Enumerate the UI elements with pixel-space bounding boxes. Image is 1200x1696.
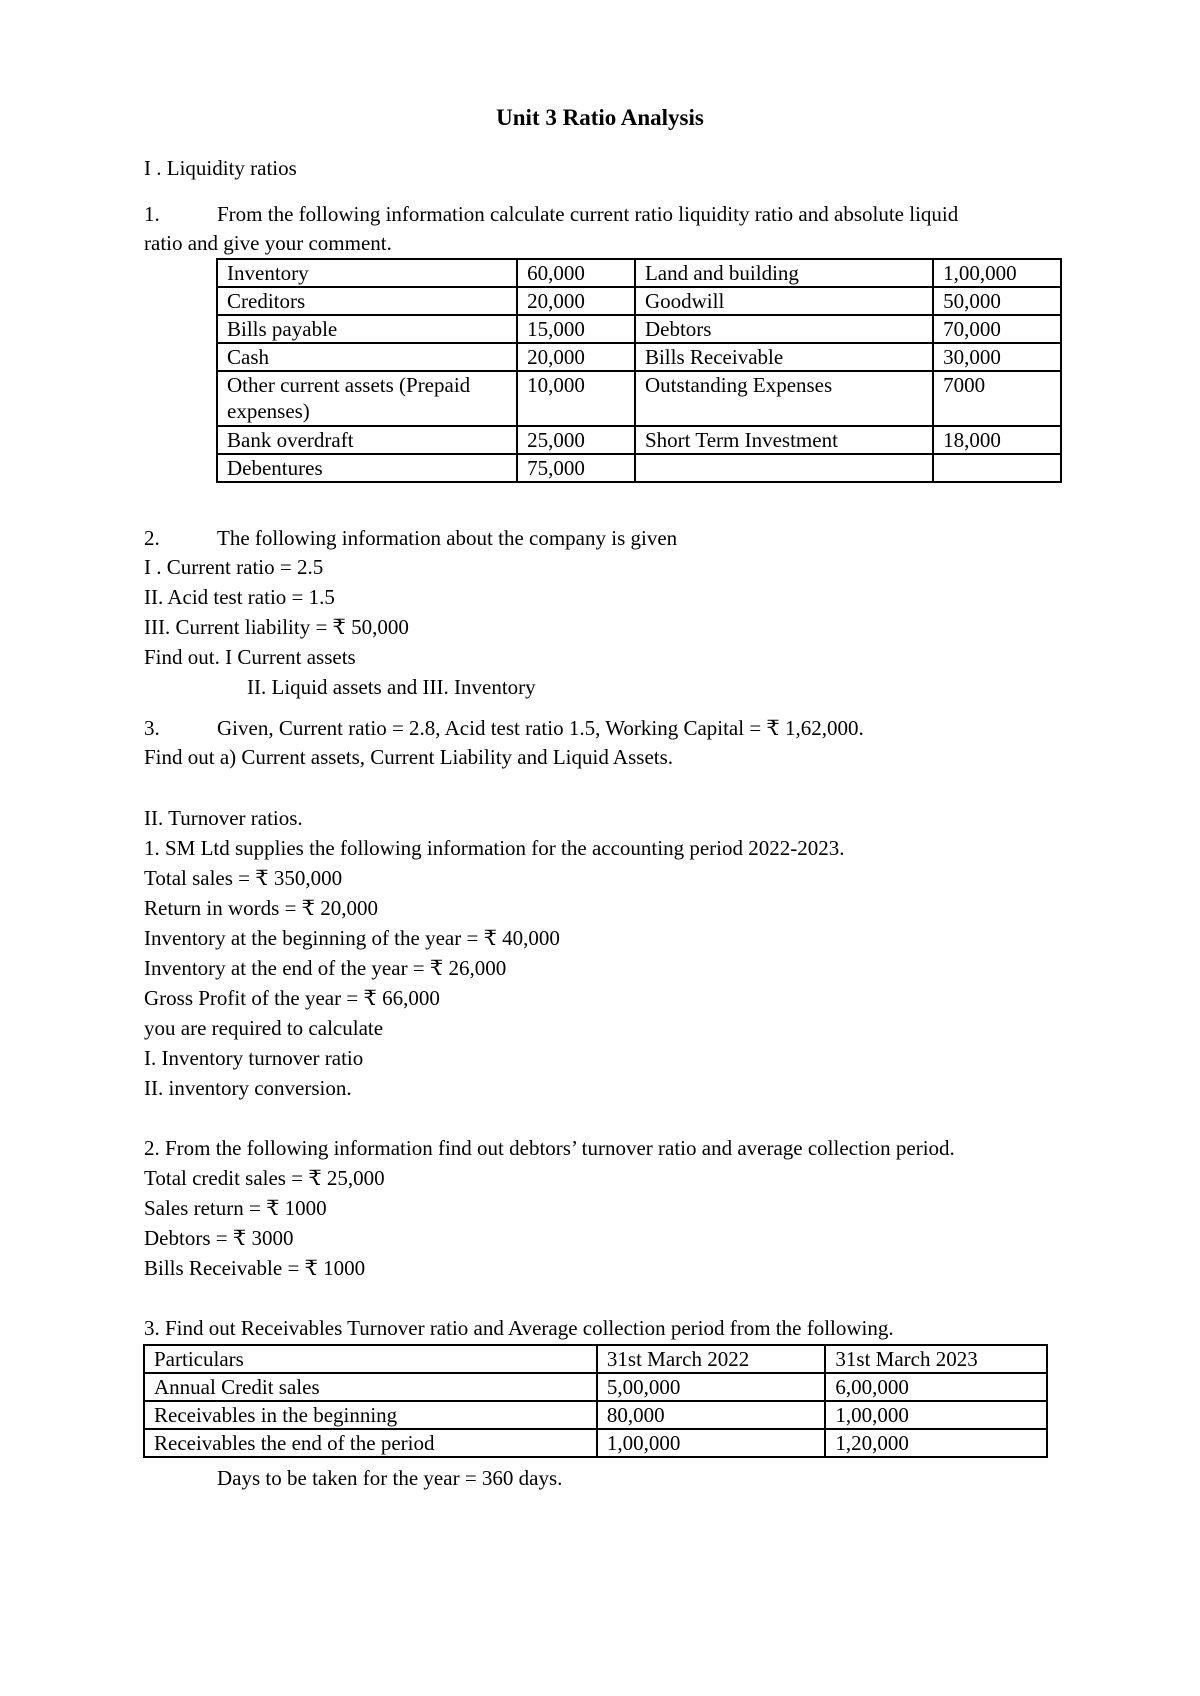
table-cell: 20,000 xyxy=(517,343,635,371)
table-cell: Goodwill xyxy=(635,287,933,315)
table-cell: 5,00,000 xyxy=(597,1373,826,1401)
turnover-q1-line-7: you are required to calculate xyxy=(144,1016,384,1040)
question-2-line-3: II. Acid test ratio = 1.5 xyxy=(144,585,335,609)
table-row xyxy=(217,371,1061,426)
table-cell: 60,000 xyxy=(517,259,635,287)
table-header-cell: Particulars xyxy=(144,1345,597,1373)
table-cell: 18,000 xyxy=(933,426,1061,454)
page-title: Unit 3 Ratio Analysis xyxy=(496,105,704,130)
table-cell: Cash xyxy=(217,343,517,371)
table-cell: 75,000 xyxy=(517,454,635,482)
turnover-q2-line-2: Total credit sales = ₹ 25,000 xyxy=(144,1166,385,1190)
table-row xyxy=(144,1373,1047,1401)
receivables-table xyxy=(143,1344,1048,1458)
question-1-line-1 xyxy=(144,201,958,227)
question-1-line-2: ratio and give your comment. xyxy=(144,231,392,255)
table-cell: Receivables the end of the period xyxy=(144,1429,597,1457)
table-row xyxy=(144,1345,1047,1373)
table-row xyxy=(217,343,1061,371)
table-cell: Inventory xyxy=(217,259,517,287)
table-cell: Annual Credit sales xyxy=(144,1373,597,1401)
question-number: 2. xyxy=(144,526,160,550)
table-row xyxy=(217,259,1061,287)
question-3-line-2: Find out a) Current assets, Current Liability and Liquid Assets. xyxy=(144,745,674,769)
table-cell: 1,00,000 xyxy=(825,1401,1047,1429)
table-header-cell: 31st March 2022 xyxy=(597,1345,826,1373)
days-note: Days to be taken for the year = 360 days. xyxy=(217,1466,563,1490)
table-cell: 20,000 xyxy=(517,287,635,315)
turnover-q1-line-4: Inventory at the beginning of the year = ₹ 40,000 xyxy=(144,926,560,950)
turnover-q1-line-5: Inventory at the end of the year = ₹ 26,000 xyxy=(144,956,507,980)
question-text: From the following information calculate current ratio liquidity ratio and absolute liquid xyxy=(217,202,959,226)
table-cell: Other current assets (Prepaid expenses) xyxy=(217,371,517,426)
turnover-q1-line-1: 1. SM Ltd supplies the following information for the accounting period 2022-2023. xyxy=(144,836,845,860)
table-cell: Debtors xyxy=(635,315,933,343)
question-number: 3. xyxy=(144,716,160,740)
table-cell: 1,20,000 xyxy=(825,1429,1047,1457)
question-2-line-1 xyxy=(144,525,677,551)
table-cell: 25,000 xyxy=(517,426,635,454)
table-row xyxy=(217,426,1061,454)
balance-items-table xyxy=(216,258,1062,483)
table-cell: 15,000 xyxy=(517,315,635,343)
turnover-q2-line-1: 2. From the following information find out debtors’ turnover ratio and average collection period. xyxy=(144,1136,955,1160)
table-cell: 7000 xyxy=(933,371,1061,426)
table-cell: Receivables in the beginning xyxy=(144,1401,597,1429)
turnover-q2-line-3: Sales return = ₹ 1000 xyxy=(144,1196,327,1220)
table-cell: 50,000 xyxy=(933,287,1061,315)
table-cell: 30,000 xyxy=(933,343,1061,371)
table-cell xyxy=(635,454,933,482)
table-header-cell: 31st March 2023 xyxy=(825,1345,1047,1373)
question-2-line-4: III. Current liability = ₹ 50,000 xyxy=(144,615,409,639)
table-row xyxy=(217,315,1061,343)
turnover-q2-line-5: Bills Receivable = ₹ 1000 xyxy=(144,1256,366,1280)
turnover-q3-line-1: 3. Find out Receivables Turnover ratio and Average collection period from the following. xyxy=(144,1316,894,1340)
table-cell: Short Term Investment xyxy=(635,426,933,454)
table-cell: Land and building xyxy=(635,259,933,287)
question-text: Given, Current ratio = 2.8, Acid test ratio 1.5, Working Capital = ₹ 1,62,000. xyxy=(217,716,864,740)
table-cell: Creditors xyxy=(217,287,517,315)
table-cell: Bills payable xyxy=(217,315,517,343)
section-heading-liquidity: I . Liquidity ratios xyxy=(144,156,297,180)
table-row xyxy=(144,1401,1047,1429)
question-number: 1. xyxy=(144,202,160,226)
table-row xyxy=(144,1429,1047,1457)
table-row xyxy=(217,287,1061,315)
turnover-q1-line-6: Gross Profit of the year = ₹ 66,000 xyxy=(144,986,440,1010)
turnover-q1-line-3: Return in words = ₹ 20,000 xyxy=(144,896,379,920)
question-2-line-2: I . Current ratio = 2.5 xyxy=(144,555,324,579)
table-cell: Bills Receivable xyxy=(635,343,933,371)
table-cell: 6,00,000 xyxy=(825,1373,1047,1401)
question-text: The following information about the company is given xyxy=(217,526,678,550)
turnover-q1-line-8: I. Inventory turnover ratio xyxy=(144,1046,364,1070)
turnover-q1-line-2: Total sales = ₹ 350,000 xyxy=(144,866,343,890)
question-2-line-5: Find out. I Current assets xyxy=(144,645,356,669)
table-cell: 70,000 xyxy=(933,315,1061,343)
section-heading-turnover: II. Turnover ratios. xyxy=(144,806,303,830)
table-cell: Debentures xyxy=(217,454,517,482)
turnover-q2-line-4: Debtors = ₹ 3000 xyxy=(144,1226,294,1250)
table-cell: Outstanding Expenses xyxy=(635,371,933,426)
table-row xyxy=(217,454,1061,482)
table-cell: 1,00,000 xyxy=(933,259,1061,287)
table-cell xyxy=(933,454,1061,482)
turnover-q1-line-9: II. inventory conversion. xyxy=(144,1076,352,1100)
table-cell: 1,00,000 xyxy=(597,1429,826,1457)
table-cell: 10,000 xyxy=(517,371,635,426)
table-cell: 80,000 xyxy=(597,1401,826,1429)
question-2-line-6: II. Liquid assets and III. Inventory xyxy=(247,675,536,699)
table-cell: Bank overdraft xyxy=(217,426,517,454)
question-3-line-1 xyxy=(144,715,864,741)
